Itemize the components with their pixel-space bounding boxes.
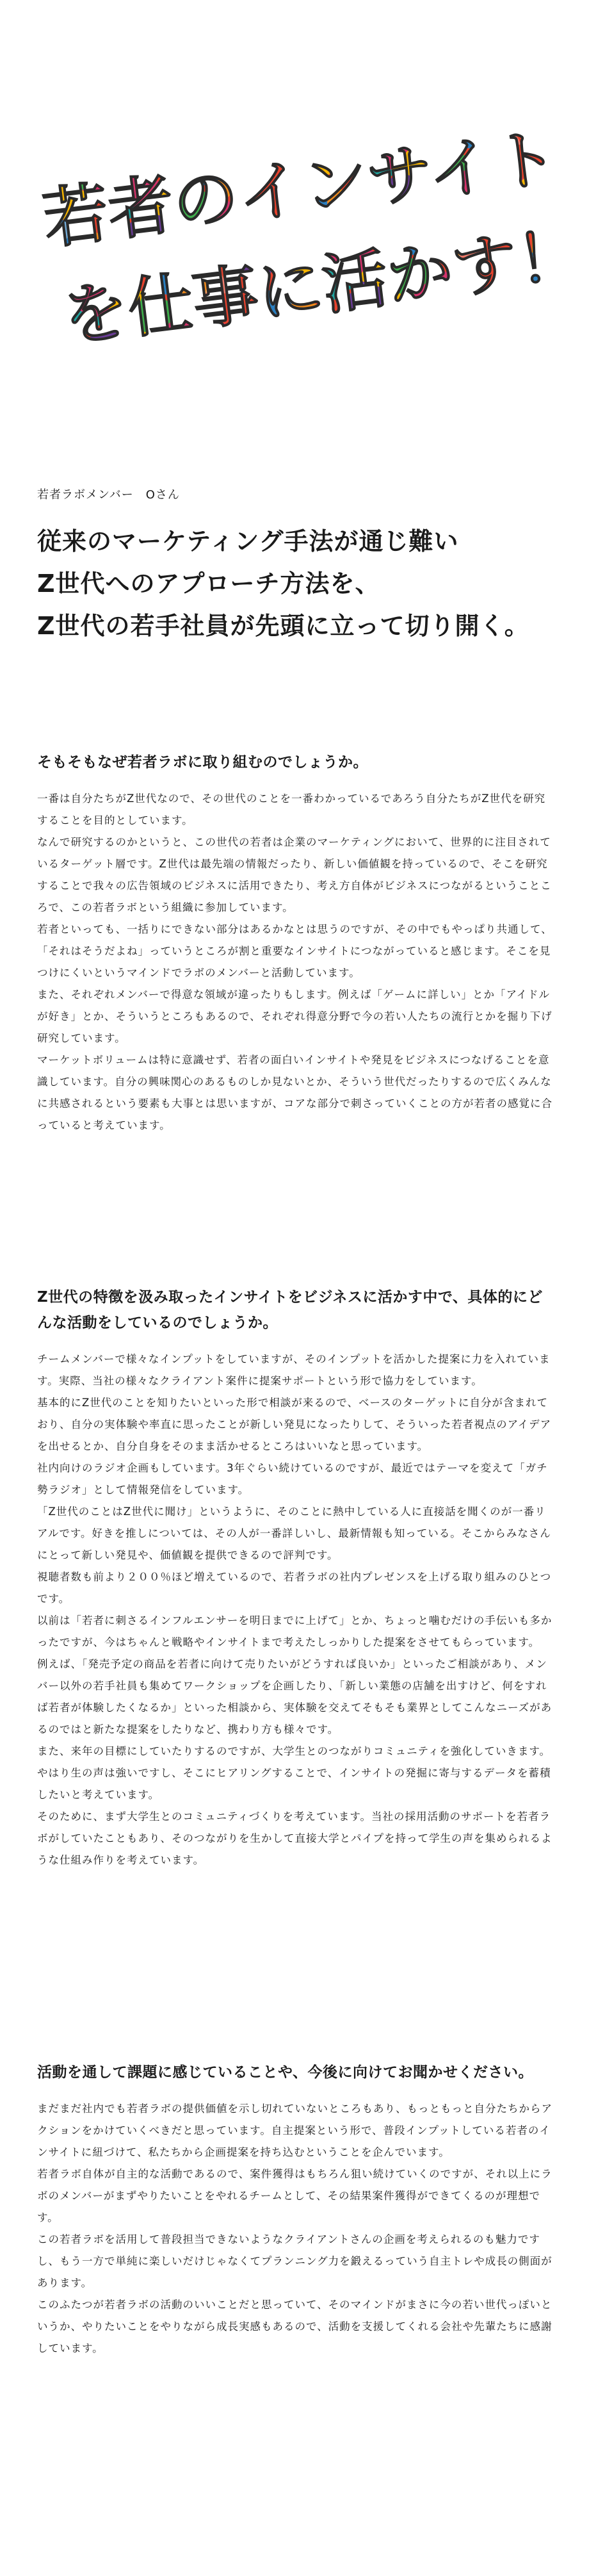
answer-paragraph: 例えば、「発売予定の商品を若者に向けて売りたいがどうすれば良いか」といったご相談があり、メンバー以外の若手社員も集めてワークショップを企画したり、「新しい業態の店舗を出すけど、何をすれば若者が体験したくなるか」といった相談から、実体験を交えてそもそも業界としてこんなニーズがあるのではと新たな提案をしたりなど、携わり方も様々です。	[37, 1658, 553, 1735]
answer-body	[37, 2098, 556, 2359]
question-heading: Z世代の特徴を汲み取ったインサイトをビジネスに活かす中で、具体的にどんな活動をしているのでしょうか。	[37, 1289, 543, 1331]
member-name: 若者ラボメンバー Oさん	[37, 488, 180, 502]
lead-line: Z世代へのアプローチ方法を、	[37, 570, 380, 598]
answer-paragraph: 視聴者数も前より２００％ほど増えているので、若者ラボの社内プレゼンスを上げる取り組みのひとつです。	[37, 1571, 552, 1605]
answer-paragraph: まだまだ社内でも若者ラボの提供価値を示し切れていないところもあり、もっともっと自分たちからアクションをかけていくべきだと思っています。自主提案という形で、普段インプットしている若者のインサイトに紐づけて、私たちから企画提案を持ち込むということを企んでいます。	[37, 2103, 553, 2158]
answer-paragraph: 基本的にZ世代のことを知りたいといった形で相談が来るので、ベースのターゲットに自分が含まれており、自分の実体験や率直に思ったことが新しい発見になったりして、そういった若者視点のアイデアを出せるとか、自分自身をそのまま活かせるところはいいなと思っています。	[37, 1397, 552, 1452]
qa-section	[37, 1284, 556, 1871]
answer-paragraph: 若者といっても、一括りにできない部分はあるかなとは思うのですが、その中でもやっぱり共通して、「それはそうだよね」っていうところが割と重要なインサイトにつながっていると感じます。そこを見つけにくいというマインドでラボのメンバーと活動しています。	[37, 923, 553, 979]
lead-line: 従来のマーケティング手法が通じ難い	[37, 527, 459, 555]
question-heading: そもそもなぜ若者ラボに取り組むのでしょうか。	[37, 754, 368, 771]
hero-title-graphic	[0, 0, 589, 397]
answer-paragraph: なんで研究するのかというと、この世代の若者は企業のマーケティングにおいて、世界的に注目されているターゲット層です。Z世代は最先端の情報だったり、新しい価値観を持っているので、そこを研究することで我々の広告領域のビジネスに活用できたり、考え方自体がビジネスにつながるということころで、この若者ラボという組織に参加しています。	[37, 836, 552, 914]
answer-paragraph: チームメンバーで様々なインプットをしていますが、そのインプットを活かした提案に力を入れています。実際、当社の様々なクライアント案件に提案サポートという形で協力をしています。	[37, 1353, 551, 1387]
hero-title-line1: 若者のインサイト	[39, 119, 563, 259]
lead-heading	[37, 520, 562, 647]
answer-paragraph: 一番は自分たちがZ世代なので、その世代のことを一番わかっているであろう自分たちがZ世代を研究することを目的としています。	[37, 792, 546, 826]
answer-paragraph: 社内向けのラジオ企画もしています。3年ぐらい続けているのですが、最近ではテーマを変えて「ガチ勢ラジオ」として情報発信をしています。	[37, 1462, 548, 1496]
answer-paragraph: 以前は「若者に刺さるインフルエンサーを明日までに上げて」とか、ちょっと噛むだけの手伝いも多かったですが、今はちゃんと戦略やインサイトまで考えたしっかりした提案をさせてもらっています。	[37, 1614, 553, 1648]
question-heading: 活動を通して課題に感じていることや、今後に向けてお聞かせください。	[37, 2064, 534, 2081]
answer-body	[37, 788, 556, 1136]
answer-paragraph: そのために、まず大学生とのコミュニティづくりを考えています。当社の採用活動のサポートを若者ラボがしていたこともあり、そのつながりを生かして直接大学とパイプを持って学生の声を集められるような仕組み作りを考えています。	[37, 1810, 553, 1866]
lead-line: Z世代の若手社員が先頭に立って切り開く。	[37, 612, 529, 640]
hero-title-line2: を仕事に活かす！	[58, 216, 587, 356]
qa-section	[37, 750, 556, 1136]
answer-paragraph: また、来年の目標にしていたりするのですが、大学生とのつながりコミュニティを強化していきます。やはり生の声は強いですし、そこにヒアリングすることで、インサイトの発掘に寄与するデータを蓄積したいと考えています。	[37, 1745, 551, 1801]
answer-paragraph: また、それぞれメンバーで得意な領域が違ったりもします。例えば「ゲームに詳しい」とか「アイドルが好き」とか、そういうところもあるので、それぞれ得意分野で今の若い人たちの流行とかを掘り下げ研究しています。	[37, 989, 553, 1044]
qa-section	[37, 2060, 556, 2359]
answer-paragraph: この若者ラボを活用して普段担当できないようなクライアントさんの企画を考えられるのも魅力ですし、もう一方で単純に楽しいだけじゃなくてプランニング力を鍛えるっていう自主トレや成長の側面があります。	[37, 2233, 553, 2289]
answer-paragraph: マーケットボリュームは特に意識せず、若者の面白いインサイトや発見をビジネスにつなげることを意識しています。自分の興味関心のあるものしか見ないとか、そういう世代だったりするので広くみんなに共感されるという要素も大事とは思いますが、コアな部分で刺さっていくことの方が若者の感覚に合っていると考えています。	[37, 1054, 553, 1131]
hero-banner	[0, 0, 589, 397]
answer-paragraph: このふたつが若者ラボの活動のいいことだと思っていて、そのマインドがまさに今の若い世代っぽいというか、やりたいことをやりながら成長実感もあるので、活動を支援してくれる会社や先輩たちに感謝しています。	[37, 2299, 553, 2354]
answer-body	[37, 1349, 556, 1871]
answer-paragraph: 若者ラボ自体が自主的な活動であるので、案件獲得はもちろん狙い続けていくのですが、それ以上にラボのメンバーがまずやりたいことをやれるチームとして、その結果案件獲得ができてくるのが理想です。	[37, 2168, 553, 2224]
answer-paragraph: 「Z世代のことはZ世代に聞け」というように、そのことに熱中している人に直接話を聞くのが一番リアルです。好きを推しについては、その人が一番詳しいし、最新情報も知っている。そこからみなさんにとって新しい発見や、価値観を提供できるので評判です。	[37, 1505, 551, 1561]
